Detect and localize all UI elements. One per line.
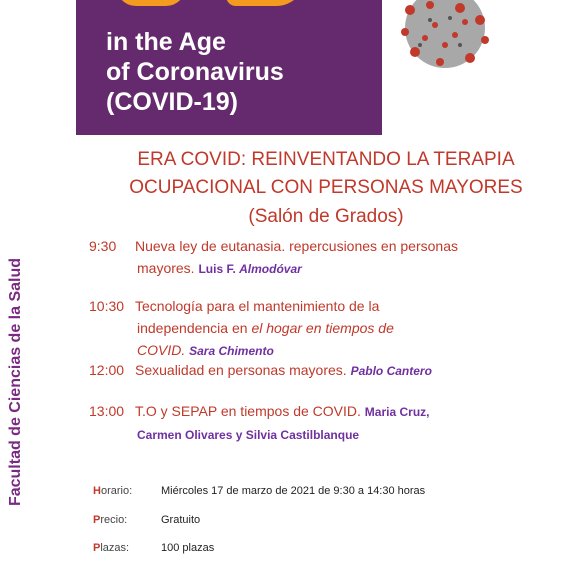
info-label: orario:	[100, 485, 133, 497]
banner-title-fragment	[226, 0, 306, 6]
program-speaker: Luis F.	[198, 262, 240, 276]
banner-line-1: in the Age	[106, 28, 226, 56]
banner-line-3: (COVID-19)	[106, 88, 238, 116]
program-text: T.O y SEPAP en tiempos de COVID.	[135, 403, 365, 419]
program-text: independencia en	[137, 320, 252, 336]
coronavirus-image	[370, 0, 530, 80]
program-speaker: Almodóvar	[239, 262, 302, 276]
banner-line-2: of Coronavirus	[106, 58, 284, 86]
info-label-initial: P	[93, 514, 101, 526]
program-time: 12:00	[89, 362, 125, 378]
program-item	[89, 235, 458, 280]
info-label-initial: P	[93, 542, 101, 554]
info-label: lazas:	[100, 542, 130, 554]
banner-title-fragment	[116, 0, 186, 6]
program-speaker: Pablo Cantero	[350, 364, 432, 378]
info-row-precio	[93, 514, 200, 526]
info-label-initial: H	[93, 485, 101, 497]
program-text: Sexualidad en personas mayores.	[135, 362, 351, 378]
info-value: Gratuito	[161, 514, 201, 526]
title-line-3: (Salón de Grados)	[248, 206, 404, 227]
title-line-2: OCUPACIONAL CON PERSONAS MAYORES	[129, 177, 523, 198]
program-text: COVID.	[137, 342, 190, 358]
program-speaker: Sara Chimento	[189, 344, 274, 358]
info-value: Miércoles 17 de marzo de 2021 de 9:30 a 14:30 horas	[161, 485, 426, 497]
info-row-horario	[93, 485, 425, 497]
program-text: el hogar en tiempos de	[251, 320, 394, 336]
program-text: Tecnología para el mantenimiento de la	[135, 298, 380, 314]
title-line-1: ERA COVID: REINVENTANDO LA TERAPIA	[137, 149, 515, 170]
info-row-plazas	[93, 542, 214, 554]
program-item	[89, 295, 394, 362]
info-label: recio:	[100, 514, 128, 526]
program-item	[89, 400, 429, 446]
program-item	[89, 359, 432, 382]
faculty-label: Facultad de Ciencias de la Salud	[7, 257, 24, 507]
event-banner	[76, 0, 382, 135]
info-value: 100 plazas	[161, 542, 215, 554]
program-speaker: Maria Cruz,	[364, 405, 430, 419]
program-text: Nueva ley de eutanasia. repercusiones en personas	[135, 238, 458, 254]
program-time: 13:00	[89, 403, 125, 419]
program-time: 9:30	[89, 238, 117, 254]
program-text: mayores.	[137, 260, 199, 276]
program-time: 10:30	[89, 298, 125, 314]
program-speaker: Carmen Olivares y Silvia Castilblanque	[137, 428, 360, 442]
